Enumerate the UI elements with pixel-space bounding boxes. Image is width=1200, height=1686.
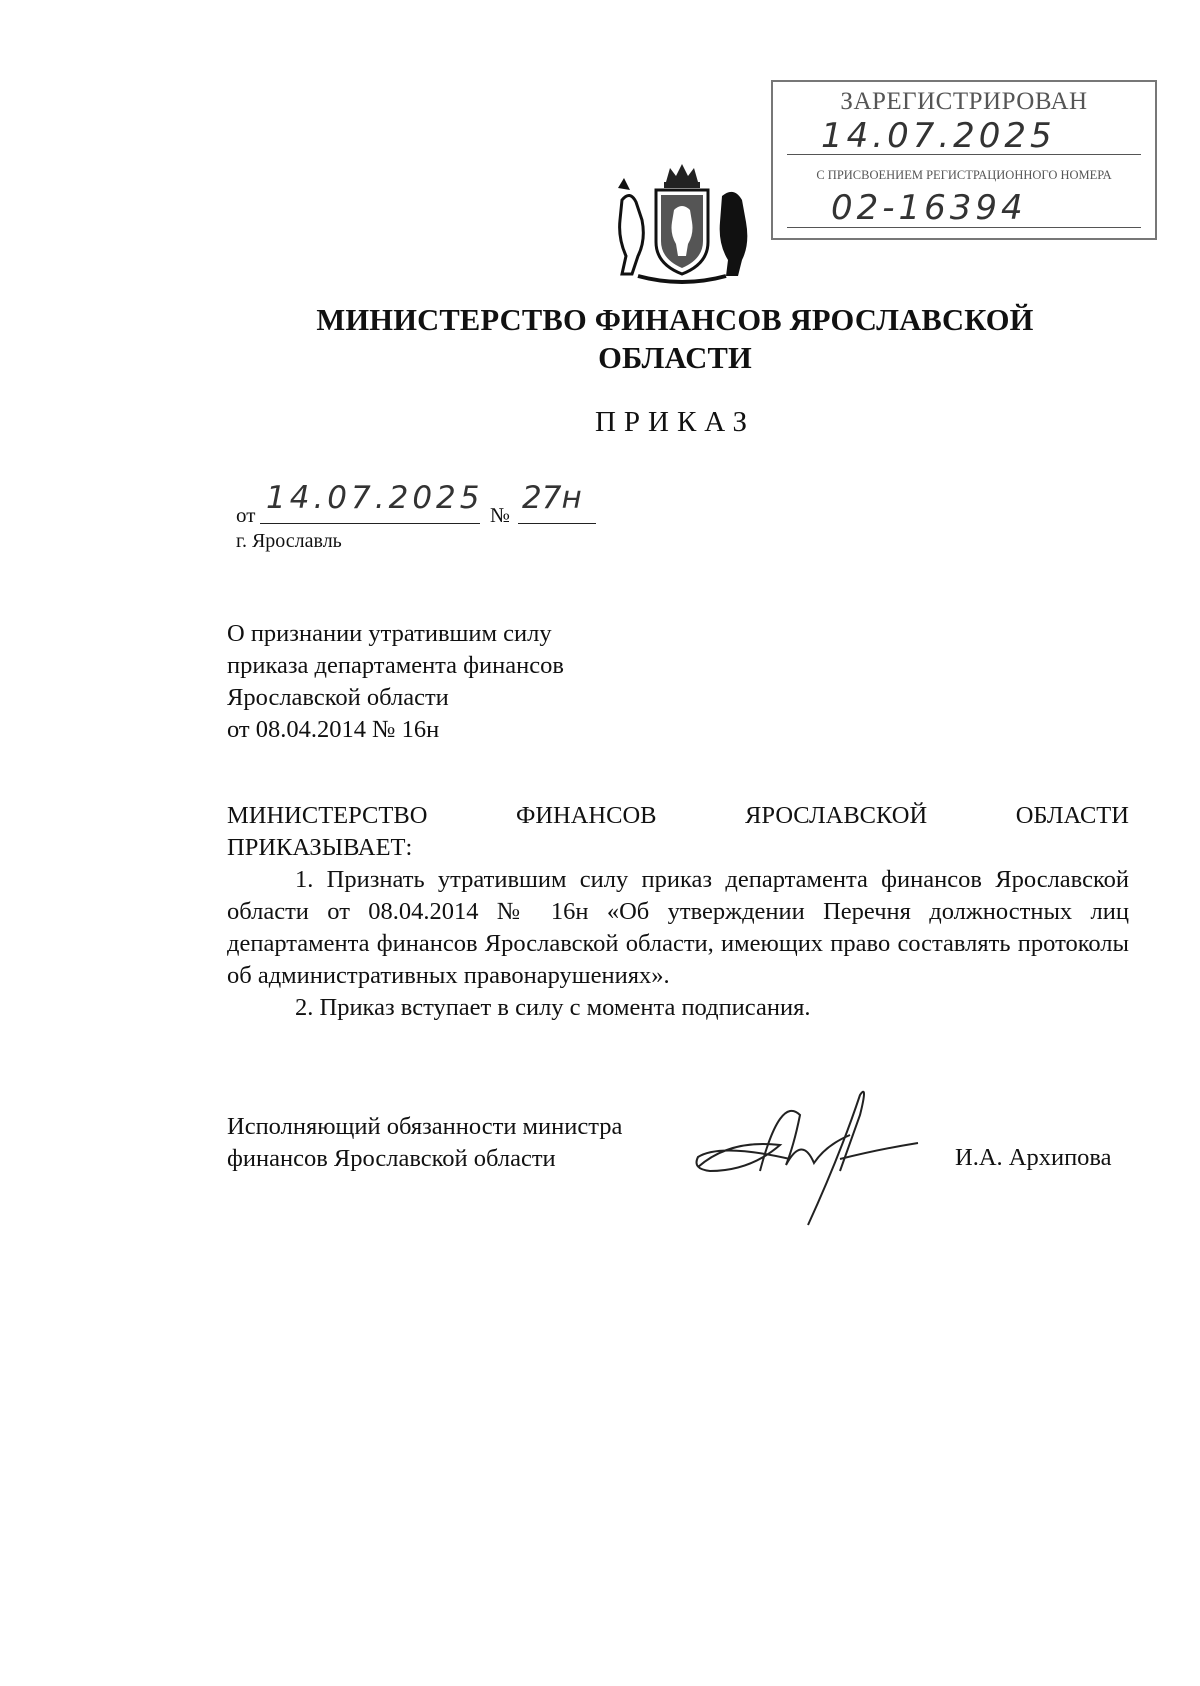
signer-name: И.А. Архипова bbox=[955, 1144, 1112, 1171]
stamp-title: ЗАРЕГИСТРИРОВАН bbox=[840, 88, 1088, 115]
orders-word: ОБЛАСТИ bbox=[1015, 802, 1129, 829]
subject-line: приказа департамента финансов bbox=[227, 652, 564, 679]
coat-of-arms-icon bbox=[608, 160, 756, 288]
order-date: 14.07.2025 bbox=[260, 480, 480, 524]
number-label: № bbox=[490, 503, 511, 527]
subject-line: О признании утратившим силу bbox=[227, 620, 552, 647]
orders-word: МИНИСТЕРСТВО bbox=[227, 802, 428, 829]
document-type: ПРИКАЗ bbox=[594, 406, 756, 438]
registration-stamp bbox=[771, 80, 1157, 240]
stamp-date: 14.07.2025 bbox=[821, 116, 1056, 156]
stamp-registration-number: 02-16394 bbox=[831, 188, 1027, 228]
orders-word: ФИНАНСОВ bbox=[515, 802, 657, 829]
handwritten-signature bbox=[690, 1075, 930, 1235]
stamp-caption: С ПРИСВОЕНИЕМ РЕГИСТРАЦИОННОГО НОМЕРА bbox=[816, 168, 1112, 182]
signer-position-line2: финансов Ярославской области bbox=[227, 1145, 556, 1172]
subject-line: Ярославской области bbox=[227, 684, 449, 711]
stamp-divider bbox=[787, 227, 1141, 228]
subject-line: от 08.04.2014 № 16н bbox=[227, 716, 440, 743]
ministry-title-line1: МИНИСТЕРСТВО ФИНАНСОВ ЯРОСЛАВСКОЙ bbox=[316, 303, 1034, 337]
orders-word: ЯРОСЛАВСКОЙ bbox=[745, 802, 928, 829]
paragraph-1: 1. Признать утратившим силу приказ департамента финансов Ярославской области от 08.04.2014 № 16н «Об утверждении Перечня должностных лиц департамента финансов Ярославской области, имеющих право составлять протоколы об административных правонарушениях». bbox=[227, 866, 1129, 989]
order-number: 27н bbox=[518, 480, 596, 524]
ministry-title-line2: ОБЛАСТИ bbox=[598, 341, 752, 375]
city: г. Ярославль bbox=[236, 530, 342, 552]
paragraph-2: 2. Приказ вступает в силу с момента подписания. bbox=[295, 994, 811, 1021]
date-label: от bbox=[236, 503, 256, 527]
orders-verb: ПРИКАЗЫВАЕТ: bbox=[227, 834, 413, 861]
stamp-divider bbox=[787, 154, 1141, 155]
signer-position-line1: Исполняющий обязанности министра bbox=[227, 1113, 623, 1140]
orders-heading bbox=[227, 800, 1129, 864]
